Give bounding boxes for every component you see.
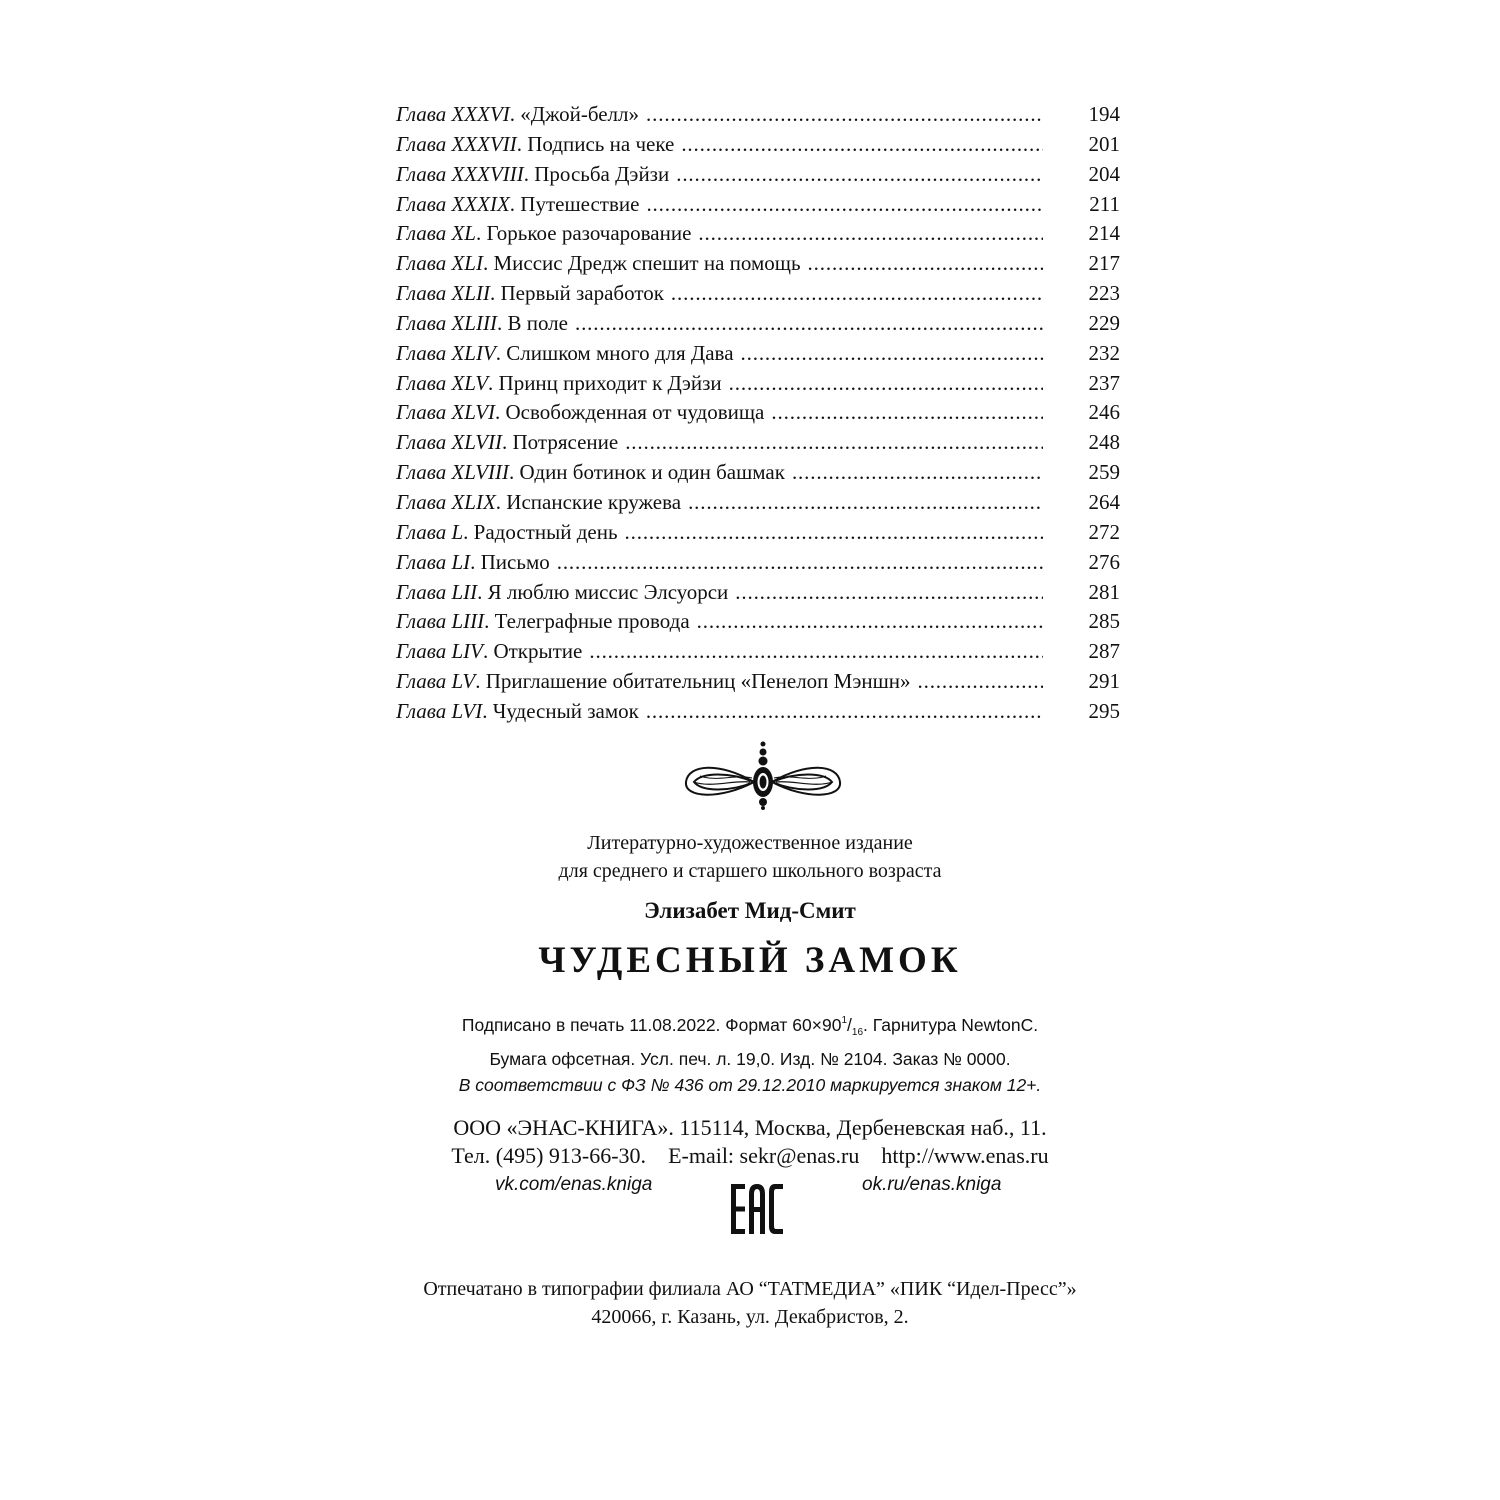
toc-row: Глава L . Радостный день . . . 272 xyxy=(396,520,1120,550)
toc-leader-dots xyxy=(575,311,1043,336)
ok-link[interactable]: ok.ru/enas.kniga xyxy=(862,1174,1002,1195)
toc-page: 237 xyxy=(1088,370,1120,395)
toc-chapter: Глава LI xyxy=(396,549,471,574)
toc-chapter: Глава LVI xyxy=(396,698,483,723)
toc-row: Глава XLVI . Освобожденная от чудовища . . . 246 xyxy=(396,400,1120,430)
toc-title: Путешествие xyxy=(520,191,640,216)
toc-chapter: Глава LIV xyxy=(396,639,483,664)
toc-row: Глава XXXIX . Путешествие . . . 211 xyxy=(396,192,1120,222)
toc-leader-dots xyxy=(557,550,1043,575)
publisher-block xyxy=(0,1114,1500,1170)
toc-leader-dots xyxy=(792,460,1043,485)
printer-line-2: 420066, г. Казань, ул. Декабристов, 2. xyxy=(591,1306,909,1328)
toc-chapter: Глава XXXVIII xyxy=(396,161,524,186)
toc-chapter: Глава XLIII xyxy=(396,310,497,335)
toc-leader-dots xyxy=(646,102,1043,127)
toc-chapter: Глава LV xyxy=(396,669,476,694)
toc-chapter: Глава XLIV xyxy=(396,340,496,365)
toc-leader-dots xyxy=(735,580,1043,605)
toc-row: Глава XXXVIII . Просьба Дэйзи . . . 204 xyxy=(396,162,1120,192)
imprint-typeface: . Гарнитура NewtonC. xyxy=(863,1015,1039,1035)
toc-row: Глава XLIII . В поле . . . 229 xyxy=(396,311,1120,341)
toc-title: Горькое разочарование xyxy=(486,221,692,246)
toc-title: «Джой-белл» xyxy=(520,102,640,126)
toc-leader-dots xyxy=(771,400,1043,425)
toc-row: Глава XLVIII . Один ботинок и один башмак . . . 259 xyxy=(396,460,1120,490)
toc-page: 223 xyxy=(1088,281,1120,306)
toc-page: 285 xyxy=(1088,609,1120,634)
toc-leader-dots xyxy=(697,609,1043,634)
toc-leader-dots xyxy=(688,490,1043,515)
toc-leader-dots xyxy=(625,430,1043,455)
vk-link[interactable]: vk.com/enas.kniga xyxy=(495,1174,653,1195)
toc-row: Глава XLII . Первый заработок . . . 223 xyxy=(396,281,1120,311)
toc-chapter: Глава XXXIX xyxy=(396,191,510,216)
printer-line-1: Отпечатано в типографии филиала АО “ТАТМЕДИА” «ПИК “Идел-Пресс”» xyxy=(423,1278,1077,1300)
toc-leader-dots xyxy=(646,699,1043,724)
toc-page: 246 xyxy=(1088,400,1120,425)
publisher-email: E-mail: sekr@enas.ru xyxy=(668,1143,860,1168)
toc-title: Испанские кружева xyxy=(506,489,682,514)
toc-row: Глава XL . Горькое разочарование . . . 214 xyxy=(396,221,1120,251)
toc-leader-dots xyxy=(625,520,1043,545)
toc-row: Глава XLIX . Испанские кружева . . . 264 xyxy=(396,490,1120,520)
toc-row: Глава XLIV . Слишком много для Дава . . . 232 xyxy=(396,341,1120,371)
toc-page: 204 xyxy=(1088,161,1120,186)
toc-leader-dots xyxy=(646,192,1043,217)
toc-title: Просьба Дэйзи xyxy=(534,161,670,186)
toc-title: Письмо xyxy=(480,549,550,574)
toc-page: 272 xyxy=(1088,519,1120,544)
toc-chapter: Глава XLVII xyxy=(396,430,503,455)
toc-row: Глава LII . Я люблю миссис Элсуорси . . . 281 xyxy=(396,580,1120,610)
toc-leader-dots xyxy=(918,669,1044,694)
toc-leader-dots xyxy=(671,281,1043,306)
imprint-line-1 xyxy=(0,1008,1500,1046)
toc-row: Глава XLI . Миссис Дредж спешит на помощь . . . 217 xyxy=(396,251,1120,281)
toc-row: Глава LVI . Чудесный замок . . . 295 xyxy=(396,699,1120,729)
toc-chapter: Глава XL xyxy=(396,221,476,246)
toc-row: Глава LIII . Телеграфные провода . . . 285 xyxy=(396,609,1120,639)
toc-leader-dots xyxy=(808,251,1043,276)
toc-page: 214 xyxy=(1088,221,1120,246)
toc-title: Телеграфные провода xyxy=(494,609,690,634)
toc-title: Первый заработок xyxy=(500,281,664,306)
toc-leader-dots xyxy=(729,371,1043,396)
toc-page: 259 xyxy=(1088,460,1120,485)
edition-line-1: Литературно-художественное издание xyxy=(587,832,913,854)
toc-chapter: Глава LIII xyxy=(396,609,485,634)
imprint-signed: Подписано в печать 11.08.2022. Формат 60×90 xyxy=(461,1015,842,1035)
toc-page: 217 xyxy=(1088,251,1120,276)
toc-chapter: Глава XLII xyxy=(396,281,490,306)
toc-title: Один ботинок и один башмак xyxy=(519,460,785,485)
toc-page: 264 xyxy=(1088,489,1120,514)
toc-page: 232 xyxy=(1088,340,1120,365)
toc-row: Глава LV . Приглашение обитательниц «Пенелоп Мэншн» . . . 291 xyxy=(396,669,1120,699)
imprint-line-3: В соответствии с ФЗ № 436 от 29.12.2010 маркируется знаком 12+. xyxy=(458,1075,1042,1095)
imprint-line-2: Бумага офсетная. Усл. печ. л. 19,0. Изд. № 2104. Заказ № 0000. xyxy=(489,1049,1011,1069)
ornament-divider-icon xyxy=(680,740,846,810)
toc-chapter: Глава L xyxy=(396,519,464,544)
format-slash: / xyxy=(847,1015,852,1035)
toc-page: 295 xyxy=(1088,698,1120,723)
toc-page: 229 xyxy=(1088,310,1120,335)
toc-title: Подпись на чеке xyxy=(527,131,675,156)
toc-chapter: Глава XLI xyxy=(396,251,483,276)
toc-page: 291 xyxy=(1088,669,1120,694)
toc-page: 281 xyxy=(1088,579,1120,604)
toc-title: Радостный день xyxy=(473,519,618,544)
toc-title: Потрясение xyxy=(512,430,619,455)
toc-chapter: Глава XLIX xyxy=(396,489,496,514)
toc-leader-dots xyxy=(676,162,1043,187)
eac-mark-icon xyxy=(731,1184,783,1234)
table-of-contents xyxy=(396,102,1120,729)
toc-chapter: Глава LII xyxy=(396,579,478,604)
toc-title: Открытие xyxy=(493,639,583,664)
publisher-phone: Тел. (495) 913-66-30. xyxy=(451,1143,647,1168)
imprint-block xyxy=(0,1008,1500,1098)
publisher-contacts xyxy=(0,1142,1500,1170)
format-subscript: 16 xyxy=(851,1027,864,1038)
toc-page: 248 xyxy=(1088,430,1120,455)
toc-row: Глава XXXVI . «Джой-белл» . . . 194 xyxy=(396,102,1120,132)
toc-chapter: Глава XLVIII xyxy=(396,460,509,485)
toc-title: Я люблю миссис Элсуорси xyxy=(487,579,729,604)
toc-leader-dots xyxy=(589,639,1043,664)
toc-chapter: Глава XLVI xyxy=(396,400,496,425)
toc-page: 276 xyxy=(1088,549,1120,574)
book-title: ЧУДЕСНЫЙ ЗАМОК xyxy=(538,940,962,981)
publisher-address: ООО «ЭНАС-КНИГА». 115114, Москва, Дербеневская наб., 11. xyxy=(453,1115,1047,1140)
toc-chapter: Глава XXXVI xyxy=(396,102,510,126)
toc-title: Слишком много для Дава xyxy=(506,340,734,365)
printer-block xyxy=(0,1275,1500,1331)
toc-title: Принц приходит к Дэйзи xyxy=(498,370,722,395)
edition-note xyxy=(0,829,1500,885)
author-name: Элизабет Мид-Смит xyxy=(644,898,856,923)
toc-leader-dots xyxy=(698,221,1043,246)
toc-chapter: Глава XLV xyxy=(396,370,489,395)
toc-row: Глава LI . Письмо . . . 276 xyxy=(396,550,1120,580)
toc-title: Приглашение обитательниц «Пенелоп Мэншн» xyxy=(485,669,911,694)
format-superscript: 1 xyxy=(841,1015,848,1026)
toc-row: Глава XXXVII . Подпись на чеке . . . 201 xyxy=(396,132,1120,162)
toc-title: Чудесный замок xyxy=(492,698,639,723)
toc-row: Глава XLV . Принц приходит к Дэйзи . . . 237 xyxy=(396,371,1120,401)
toc-leader-dots xyxy=(681,132,1043,157)
edition-line-2: для среднего и старшего школьного возраста xyxy=(558,860,942,882)
toc-chapter: Глава XXXVII xyxy=(396,131,517,156)
toc-title: В поле xyxy=(507,310,568,335)
toc-leader-dots xyxy=(741,341,1043,366)
toc-page: 201 xyxy=(1088,131,1120,156)
toc-page: 287 xyxy=(1088,639,1120,664)
toc-title: Миссис Дредж спешит на помощь xyxy=(493,251,801,276)
toc-page: 194 xyxy=(1088,102,1120,126)
publisher-website[interactable]: http://www.enas.ru xyxy=(881,1143,1049,1168)
toc-title: Освобожденная от чудовища xyxy=(505,400,765,425)
toc-page: 211 xyxy=(1089,191,1120,216)
toc-row: Глава XLVII . Потрясение . . . 248 xyxy=(396,430,1120,460)
toc-row: Глава LIV . Открытие . . . 287 xyxy=(396,639,1120,669)
